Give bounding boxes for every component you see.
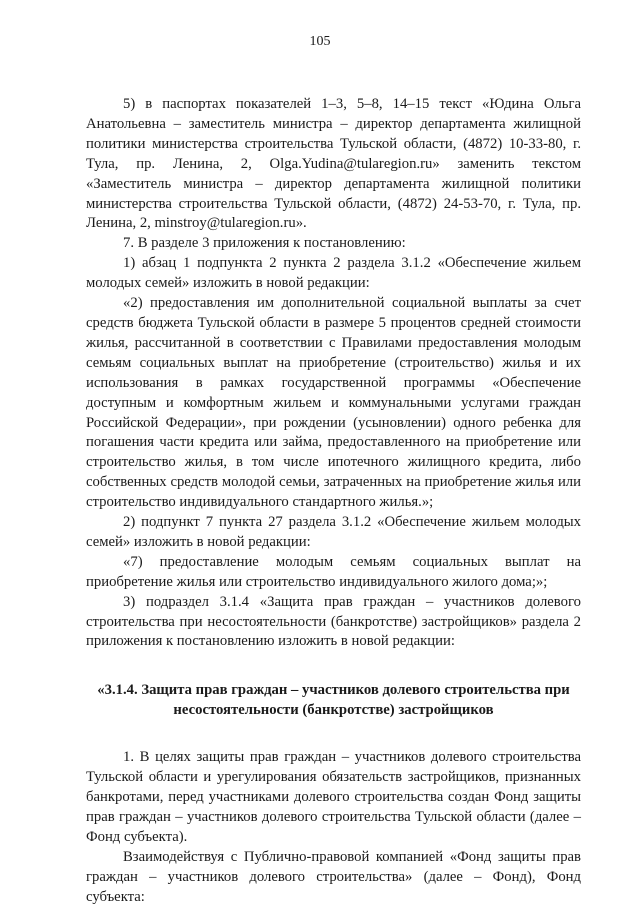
section-heading: «3.1.4. Защита прав граждан – участников долевого строительства при несостоятельности (банкротстве) застройщиков (97, 682, 570, 719)
page-number: 105 (309, 34, 331, 49)
paragraph-item-3: 3) подраздел 3.1.4 «Защита прав граждан – участников долевого строительства при несостоятельности (банкротстве) застройщиков» раздела 2 приложения к постановлению изложить в новой редакции: (86, 593, 581, 650)
paragraph-item-1: 1) абзац 1 подпункта 2 пункта 2 раздела 3.1.2 «Обеспечение жильем молодых семей» изложить в новой редакции: (86, 255, 581, 292)
paragraph-new-wording-2: «2) предоставления им дополнительной социальной выплаты за счет средств бюджета Тульской области в размере 5 процентов средней стоимости жилья, рассчитанной в соответствии с Правилами предоставления молодым семьям социальных выплат на приобретение (строительство) жилья и их использования в рамках государственной программы «Обеспечение доступным и комфортным жильем и коммунальными услугами граждан Российской Федерации», при рождении (усыновлении) одного ребенка для погашения части кредита или займа, предоставленного на приобретение или строительство жилья, в том числе ипотечного жилищного кредита, либо собственных средств молодой семьи, затраченных на приобретение жилья или строительство индивидуального стандартного жилья.»; (86, 295, 581, 511)
paragraph-fund-interaction: Взаимодействуя с Публично-правовой компанией «Фонд защиты прав граждан – участников долевого строительства» (далее – Фонд), Фонд субъекта: (86, 848, 581, 905)
paragraph-section-3: 7. В разделе 3 приложения к постановлению: (123, 235, 406, 252)
paragraph-passport-indicators: 5) в паспортах показателей 1–3, 5–8, 14–15 текст «Юдина Ольга Анатольевна – заместитель министра – директор департамента жилищной политики министерства строительства Тульской области, (4872) 10-33-80, г. Тула, пр. Ленина, 2, Olga.Yudina@tularegion.ru» заменить текстом «Заместитель министра – директор департамента жилищной политики министерства строительства Тульской области, (4872) 24-53-70, г. Тула, пр. Ленина, 2, minstroy@tularegion.ru». (86, 96, 581, 232)
document-body (86, 95, 581, 907)
paragraph-new-wording-7: «7) предоставление молодым семьям социальных выплат на приобретение жилья или строительство индивидуального жилого дома;»; (86, 553, 581, 590)
paragraph-fund-creation: 1. В целях защиты прав граждан – участников долевого строительства Тульской области и урегулирования обязательств застройщиков, признанных банкротами, перед участниками долевого строительства создан Фонд защиты прав граждан – участников долевого строительства Тульской области (далее – Фонд субъекта). (86, 749, 581, 845)
spacer (86, 652, 581, 681)
paragraph-item-2: 2) подпункт 7 пункта 27 раздела 3.1.2 «Обеспечение жильем молодых семей» изложить в новой редакции: (86, 514, 581, 550)
spacer (86, 721, 581, 748)
